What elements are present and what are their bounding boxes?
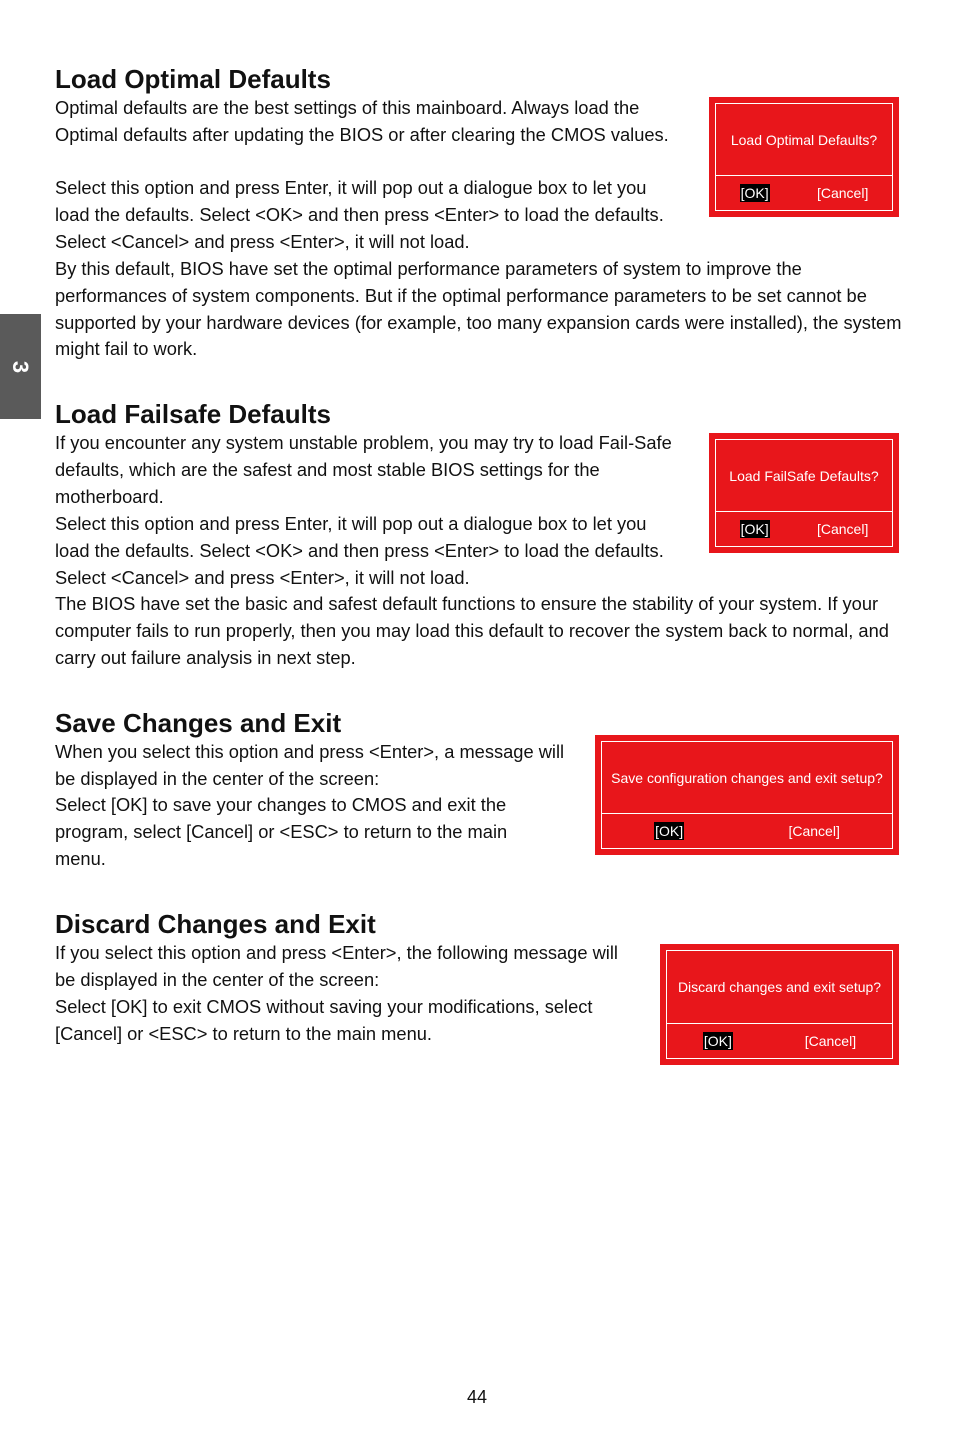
paragraph: Optimal defaults are the best settings of this mainboard. Always load the Optimal defaults after updating the BIOS or after clearing the CMOS values.: [55, 97, 669, 145]
dialog-message: Load FailSafe Defaults?: [716, 440, 892, 512]
paragraph: Select [OK] to exit CMOS without saving your modifications, select [Cancel] or <ESC> to return to the main menu.: [55, 996, 593, 1044]
cancel-button[interactable]: [Cancel]: [788, 823, 840, 839]
section-title-load-failsafe-defaults: Load Failsafe Defaults: [55, 399, 331, 429]
dialog-message: Discard changes and exit setup?: [667, 951, 892, 1024]
section-title-discard-changes-and-exit: Discard Changes and Exit: [55, 909, 376, 939]
section-title-save-changes-and-exit: Save Changes and Exit: [55, 708, 342, 738]
paragraph: Select this option and press Enter, it will pop out a dialogue box to let you load the defaults. Select <OK> and then press <Enter> to load the defaults. Select <Cancel> and press <Enter>, it will not load.: [55, 513, 664, 588]
chapter-number: 3: [8, 360, 34, 373]
load-optimal-defaults-dialog: [709, 97, 899, 217]
cancel-button[interactable]: [Cancel]: [816, 185, 869, 201]
section-title-load-optimal-defaults: Load Optimal Defaults: [55, 64, 331, 94]
paragraph: If you select this option and press <Enter>, the following message will be displayed in the center of the screen:: [55, 942, 618, 990]
load-failsafe-defaults-dialog: [709, 433, 899, 553]
paragraph: The BIOS have set the basic and safest default functions to ensure the stability of your system. If your computer fails to run properly, then you may load this default to recover the system back to normal, and carry out failure analysis in next step.: [55, 593, 889, 668]
cancel-button[interactable]: [Cancel]: [816, 521, 869, 537]
paragraph: If you encounter any system unstable problem, you may try to load Fail-Safe defaults, which are the safest and most stable BIOS settings for the motherboard.: [55, 432, 672, 507]
chapter-tab: [0, 314, 41, 419]
ok-button[interactable]: [OK]: [655, 823, 684, 839]
paragraph: When you select this option and press <Enter>, a message will be displayed in the center of the screen:: [55, 741, 565, 789]
dialog-message: Load Optimal Defaults?: [716, 104, 892, 176]
paragraph: Select this option and press Enter, it will pop out a dialogue box to let you load the defaults. Select <OK> and then press <Enter> to load the defaults. Select <Cancel> and press <Enter>, it will not load.: [55, 177, 664, 252]
save-changes-dialog: [595, 735, 899, 855]
dialog-message: Save configuration changes and exit setup?: [602, 742, 892, 814]
ok-button[interactable]: [OK]: [740, 185, 769, 201]
discard-changes-dialog: [660, 944, 899, 1065]
page-number: 44: [466, 1387, 488, 1407]
cancel-button[interactable]: [Cancel]: [804, 1033, 857, 1049]
ok-button[interactable]: [OK]: [703, 1033, 732, 1049]
ok-button[interactable]: [OK]: [740, 521, 769, 537]
paragraph: By this default, BIOS have set the optimal performance parameters of system to improve the performances of system components. But if the optimal performance parameters to be set cannot be supported by your hardware devices (for example, too many expansion cards were installed), the system might fail to work.: [55, 258, 902, 360]
paragraph: Select [OK] to save your changes to CMOS and exit the program, select [Cancel] or <ESC> to return to the main menu.: [55, 794, 508, 869]
